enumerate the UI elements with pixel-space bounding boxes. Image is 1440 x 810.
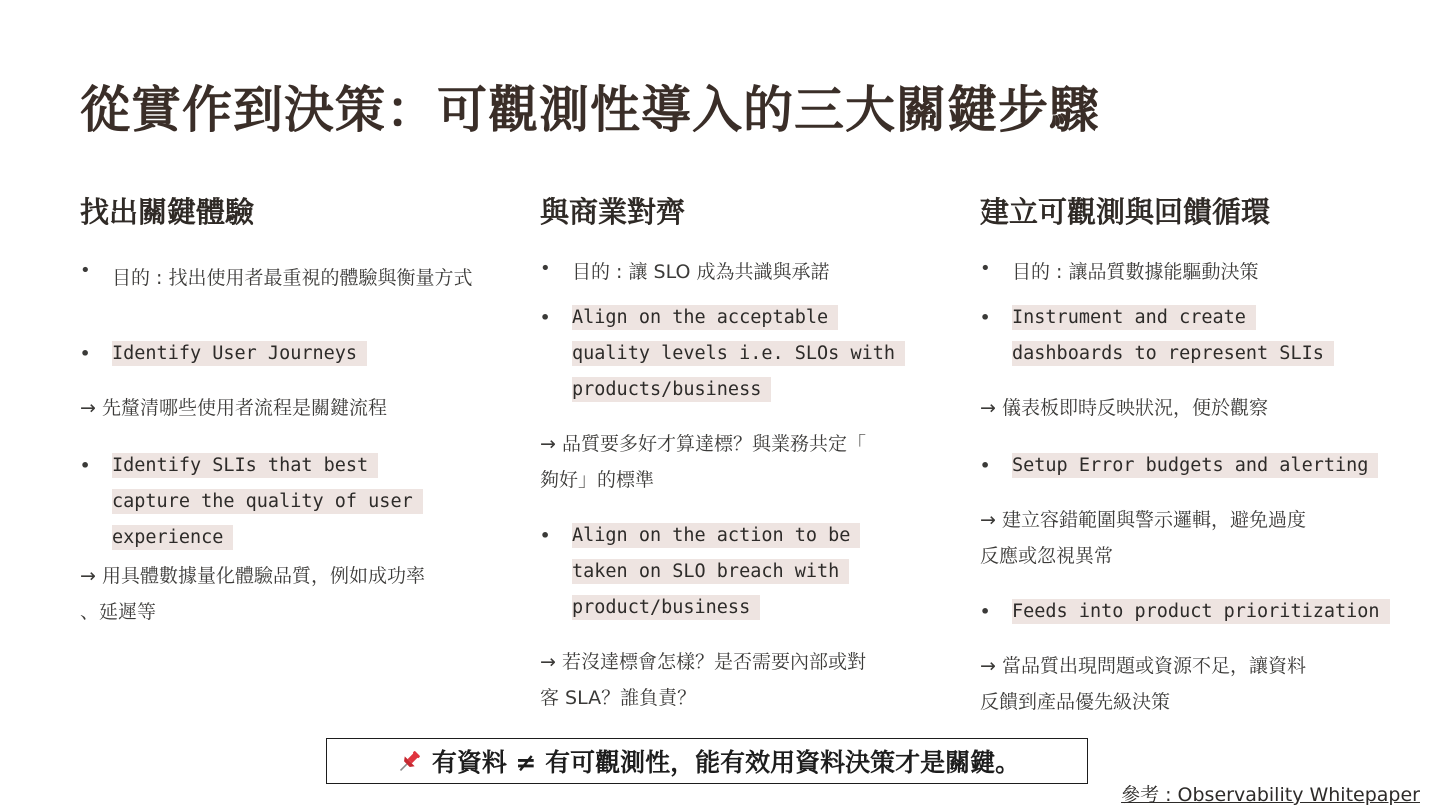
column-heading: 與商業對齊 bbox=[540, 195, 686, 229]
purpose-text: 目的 : 讓 SLO 成為共識與承諾 bbox=[572, 261, 830, 283]
step-code-text: Setup Error budgets and alerting bbox=[1012, 448, 1378, 484]
column-find-key-experiences bbox=[80, 190, 500, 623]
step-code-text: Identify SLIs that best capture the quality of user experience bbox=[112, 448, 423, 556]
pushpin-icon bbox=[394, 747, 424, 777]
step-note: → 先釐清哪些使用者流程是關鍵流程 bbox=[80, 397, 387, 419]
bullet-icon: • bbox=[980, 258, 991, 279]
bullet-icon: • bbox=[80, 344, 91, 363]
column-heading: 找出關鍵體驗 bbox=[80, 195, 255, 229]
step-code-text: Align on the action to be taken on SLO breach with product/business bbox=[572, 518, 860, 626]
bullet-icon: • bbox=[80, 456, 91, 475]
key-takeaway-callout bbox=[326, 738, 1088, 784]
bullet-icon: • bbox=[540, 258, 551, 279]
purpose-text: 目的 : 讓品質數據能驅動決策 bbox=[1012, 261, 1259, 283]
bullet-icon: • bbox=[540, 308, 551, 327]
page-title: 從實作到決策：可觀測性導入的三大關鍵步驟 bbox=[80, 81, 1100, 139]
step-code-text: Identify User Journeys bbox=[112, 336, 367, 372]
reference-link[interactable]: 參考 : Observability Whitepaper bbox=[1121, 784, 1420, 806]
bullet-icon: • bbox=[80, 260, 91, 281]
step-note: → 儀表板即時反映狀況，便於觀察 bbox=[980, 397, 1268, 419]
step-note: → 品質要多好才算達標？與業務共定「 夠好」的標準 bbox=[540, 433, 866, 491]
step-code-text: Instrument and create dashboards to represent SLIs bbox=[1012, 300, 1334, 372]
column-align-with-business bbox=[540, 190, 940, 709]
callout-text: 有資料 ≠ 有可觀測性，能有效用資料決策才是關鍵。 bbox=[431, 748, 1021, 777]
bullet-icon: • bbox=[980, 308, 991, 327]
step-note: → 當品質出現問題或資源不足，讓資料 反饋到產品優先級決策 bbox=[980, 655, 1306, 713]
step-note: → 用具體數據量化體驗品質，例如成功率 、延遲等 bbox=[80, 565, 425, 623]
column-observability-feedback-loop bbox=[980, 190, 1420, 713]
bullet-icon: • bbox=[980, 602, 991, 621]
purpose-text: 目的 : 找出使用者最重視的體驗與衡量方式 bbox=[112, 267, 473, 289]
step-note: → 建立容錯範圍與警示邏輯，避免過度 反應或忽視異常 bbox=[980, 509, 1306, 567]
step-code-text: Align on the acceptable quality levels i.e. SLOs with products/business bbox=[572, 300, 905, 408]
step-code-text: Feeds into product prioritization bbox=[1012, 594, 1390, 630]
bullet-icon: • bbox=[540, 526, 551, 545]
bullet-icon: • bbox=[980, 456, 991, 475]
column-heading: 建立可觀測與回饋循環 bbox=[980, 195, 1271, 229]
step-note: → 若沒達標會怎樣？是否需要內部或對 客 SLA？誰負責？ bbox=[540, 651, 866, 709]
